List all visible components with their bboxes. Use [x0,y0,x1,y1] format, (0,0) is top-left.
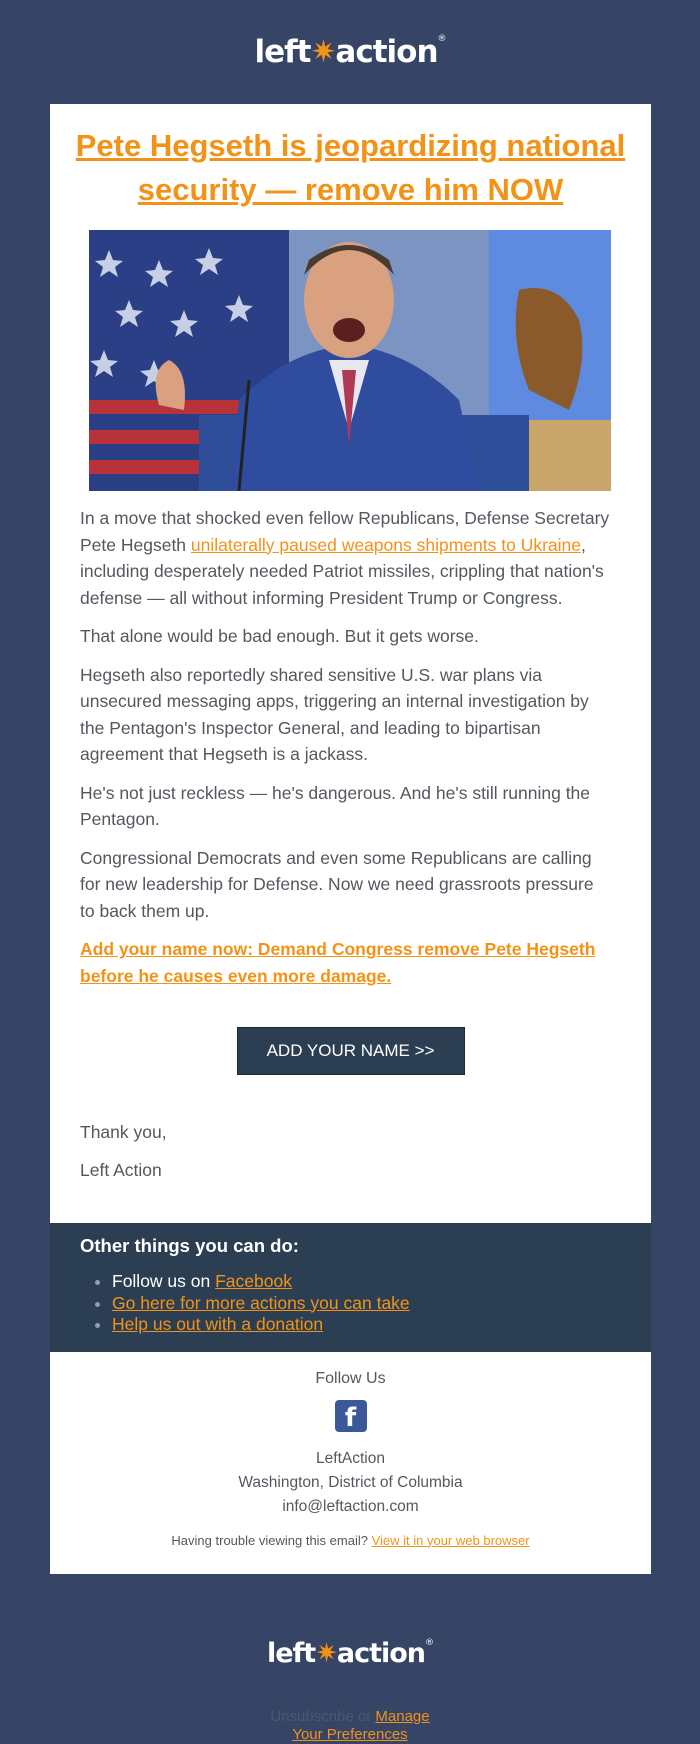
add-name-text-link[interactable]: Add your name now: Demand Congress remove Pete Hegseth before he causes even more damage. [80,939,596,986]
signoff-name: Left Action [80,1160,162,1180]
org-email: info@leftaction.com [282,1497,419,1515]
header-logo[interactable] [0,0,700,104]
logo-star-icon: ✷ [315,1638,337,1669]
logo-wordmark: left✷action® [254,34,446,70]
footer-logo[interactable] [0,1608,700,1700]
footer [50,1352,651,1574]
follow-us-label: Follow Us [315,1369,386,1387]
more-actions-link[interactable]: Go here for more actions you can take [112,1292,410,1313]
facebook-icon[interactable]: f [335,1400,367,1432]
paragraph-3: Hegseth also reportedly shared sensitive U.S. war plans via unsecured messaging apps, triggering an internal investigation by the Pentagon's Inspector General, and leading to bipartisan agreement that Hegseth is a jackass. [80,664,589,764]
paragraph-2: That alone would be bad enough. But it gets worse. [80,626,479,646]
trouble-viewing: Having trouble viewing this email? View it in your web browser [171,1532,530,1548]
hero-image[interactable] [89,230,611,491]
other-actions-section [50,1223,651,1352]
other-actions-title: Other things you can do: [80,1235,299,1256]
signoff-thanks: Thank you, [80,1122,167,1142]
paragraph-5: Congressional Democrats and even some Republicans are calling for new leadership for Defense. Now we need grassroots pressure to back them up. [80,847,594,921]
logo-star-icon: ✷ [310,34,336,70]
list-item: • Follow us on Facebook [112,1271,621,1293]
paragraph-1: In a move that shocked even fellow Republicans, Defense Secretary Pete Hegseth unilaterally paused weapons shipments to Ukraine, including desperately needed Patriot missiles, crippling that nation's defense — all without informing President Trump or Congress. [80,508,610,608]
email-card [50,104,651,1574]
headline-link[interactable]: Pete Hegseth is jeopardizing national security — remove him NOW [75,128,626,207]
org-location: Washington, District of Columbia [238,1473,463,1491]
paragraph-4: He's not just reckless — he's dangerous. And he's still running the Pentagon. [80,782,591,829]
manage-preferences-link[interactable]: Manage [375,1707,430,1725]
manage-preferences-link-line2[interactable]: Your Preferences [292,1725,408,1743]
facebook-link[interactable]: Facebook [215,1271,292,1291]
signoff [50,1097,651,1223]
list-item [112,1293,621,1315]
list-item [112,1314,621,1336]
ukraine-shipments-link[interactable]: unilaterally paused weapons shipments to Ukraine [190,534,581,555]
donation-link[interactable]: Help us out with a donation [112,1314,324,1334]
message-body [50,491,651,989]
view-in-browser-link[interactable]: View it in your web browser [371,1532,530,1548]
org-name: LeftAction [316,1449,385,1467]
add-your-name-button[interactable]: ADD YOUR NAME >> [237,1027,465,1075]
unsubscribe-link[interactable]: Unsubscribe or [270,1707,376,1725]
other-actions-list [80,1271,621,1336]
logo-wordmark: left✷action® [266,1638,434,1669]
unsubscribe-area [0,1708,700,1744]
